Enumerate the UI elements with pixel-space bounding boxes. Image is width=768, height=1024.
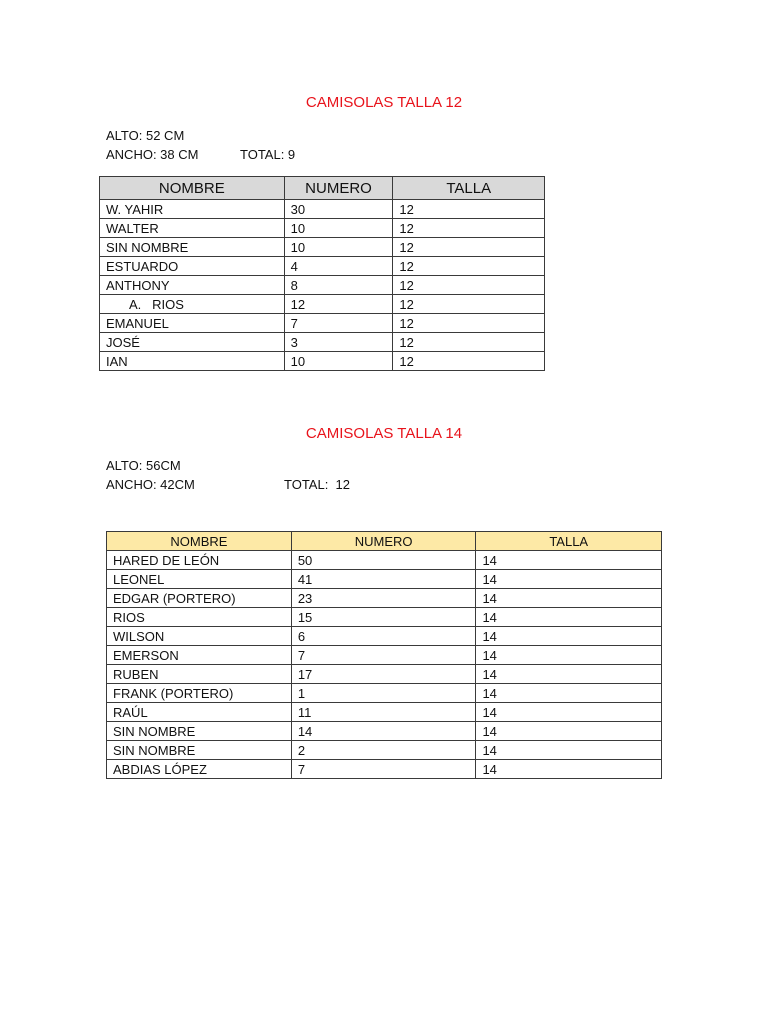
cell-talla: 14 bbox=[476, 627, 662, 646]
cell-nombre: ANTHONY bbox=[100, 276, 285, 295]
cell-numero: 10 bbox=[284, 238, 393, 257]
table-row bbox=[107, 722, 662, 741]
column-header-numero: NUMERO bbox=[284, 177, 393, 200]
camisolas-table-talla-14 bbox=[106, 531, 662, 779]
column-header-nombre: NOMBRE bbox=[100, 177, 285, 200]
cell-numero: 15 bbox=[291, 608, 476, 627]
cell-nombre: RUBEN bbox=[107, 665, 292, 684]
cell-numero: 17 bbox=[291, 665, 476, 684]
cell-nombre: FRANK (PORTERO) bbox=[107, 684, 292, 703]
cell-talla: 14 bbox=[476, 665, 662, 684]
alto-label: ALTO: 56CM bbox=[106, 458, 181, 473]
cell-talla: 14 bbox=[476, 646, 662, 665]
table-row bbox=[100, 200, 545, 219]
cell-numero: 6 bbox=[291, 627, 476, 646]
cell-nombre: EMANUEL bbox=[100, 314, 285, 333]
cell-numero: 10 bbox=[284, 219, 393, 238]
ancho-label: ANCHO: 42CM bbox=[106, 477, 195, 492]
cell-nombre: SIN NOMBRE bbox=[100, 238, 285, 257]
ancho-label: ANCHO: 38 CM bbox=[106, 147, 199, 162]
cell-nombre: RAÚL bbox=[107, 703, 292, 722]
table-row bbox=[100, 333, 545, 352]
column-header-numero: NUMERO bbox=[291, 532, 476, 551]
table-row bbox=[100, 257, 545, 276]
table-header-row bbox=[100, 177, 545, 200]
cell-numero: 3 bbox=[284, 333, 393, 352]
cell-numero: 7 bbox=[291, 646, 476, 665]
cell-nombre: WALTER bbox=[100, 219, 285, 238]
cell-numero: 7 bbox=[291, 760, 476, 779]
table-row bbox=[107, 646, 662, 665]
table-row bbox=[107, 570, 662, 589]
cell-talla: 12 bbox=[393, 352, 545, 371]
cell-numero: 41 bbox=[291, 570, 476, 589]
table-row bbox=[107, 684, 662, 703]
cell-nombre: IAN bbox=[100, 352, 285, 371]
cell-talla: 12 bbox=[393, 314, 545, 333]
table-row bbox=[107, 703, 662, 722]
table-row bbox=[107, 608, 662, 627]
section-title-talla-14: CAMISOLAS TALLA 14 bbox=[305, 425, 463, 442]
cell-talla: 12 bbox=[393, 257, 545, 276]
cell-talla: 14 bbox=[476, 760, 662, 779]
cell-nombre: WILSON bbox=[107, 627, 292, 646]
cell-numero: 23 bbox=[291, 589, 476, 608]
cell-talla: 14 bbox=[476, 703, 662, 722]
alto-label: ALTO: 52 CM bbox=[106, 128, 185, 143]
table-row bbox=[100, 219, 545, 238]
cell-nombre: RIOS bbox=[107, 608, 292, 627]
cell-nombre: A. RIOS bbox=[100, 295, 285, 314]
cell-numero: 2 bbox=[291, 741, 476, 760]
cell-talla: 12 bbox=[393, 219, 545, 238]
table-row bbox=[100, 314, 545, 333]
total-label: TOTAL: 12 bbox=[284, 477, 350, 492]
cell-numero: 14 bbox=[291, 722, 476, 741]
cell-nombre: ABDIAS LÓPEZ bbox=[107, 760, 292, 779]
table-row bbox=[107, 589, 662, 608]
table-header-row bbox=[107, 532, 662, 551]
camisolas-table-talla-12 bbox=[99, 176, 545, 371]
table-row bbox=[100, 276, 545, 295]
cell-talla: 12 bbox=[393, 238, 545, 257]
cell-numero: 30 bbox=[284, 200, 393, 219]
cell-talla: 12 bbox=[393, 295, 545, 314]
section-title-talla-12: CAMISOLAS TALLA 12 bbox=[305, 94, 463, 111]
column-header-nombre: NOMBRE bbox=[107, 532, 292, 551]
cell-talla: 14 bbox=[476, 608, 662, 627]
cell-talla: 12 bbox=[393, 200, 545, 219]
cell-nombre: LEONEL bbox=[107, 570, 292, 589]
cell-talla: 14 bbox=[476, 551, 662, 570]
cell-talla: 14 bbox=[476, 722, 662, 741]
table-row bbox=[107, 760, 662, 779]
table-row bbox=[107, 551, 662, 570]
cell-nombre: EMERSON bbox=[107, 646, 292, 665]
table-row bbox=[107, 741, 662, 760]
column-header-talla: TALLA bbox=[393, 177, 545, 200]
cell-nombre: HARED DE LEÓN bbox=[107, 551, 292, 570]
cell-numero: 4 bbox=[284, 257, 393, 276]
table-row bbox=[100, 352, 545, 371]
cell-numero: 11 bbox=[291, 703, 476, 722]
cell-numero: 12 bbox=[284, 295, 393, 314]
cell-nombre: EDGAR (PORTERO) bbox=[107, 589, 292, 608]
cell-nombre: W. YAHIR bbox=[100, 200, 285, 219]
cell-nombre: SIN NOMBRE bbox=[107, 741, 292, 760]
cell-numero: 1 bbox=[291, 684, 476, 703]
cell-numero: 8 bbox=[284, 276, 393, 295]
table-row bbox=[100, 238, 545, 257]
cell-talla: 14 bbox=[476, 589, 662, 608]
cell-numero: 7 bbox=[284, 314, 393, 333]
cell-talla: 14 bbox=[476, 570, 662, 589]
cell-nombre: ESTUARDO bbox=[100, 257, 285, 276]
table-row bbox=[107, 627, 662, 646]
total-label: TOTAL: 9 bbox=[240, 147, 296, 162]
cell-numero: 10 bbox=[284, 352, 393, 371]
cell-talla: 12 bbox=[393, 276, 545, 295]
cell-talla: 12 bbox=[393, 333, 545, 352]
cell-nombre: JOSÉ bbox=[100, 333, 285, 352]
table-row bbox=[107, 665, 662, 684]
table-row bbox=[100, 295, 545, 314]
cell-nombre: SIN NOMBRE bbox=[107, 722, 292, 741]
column-header-talla: TALLA bbox=[476, 532, 662, 551]
cell-talla: 14 bbox=[476, 684, 662, 703]
cell-numero: 50 bbox=[291, 551, 476, 570]
cell-talla: 14 bbox=[476, 741, 662, 760]
